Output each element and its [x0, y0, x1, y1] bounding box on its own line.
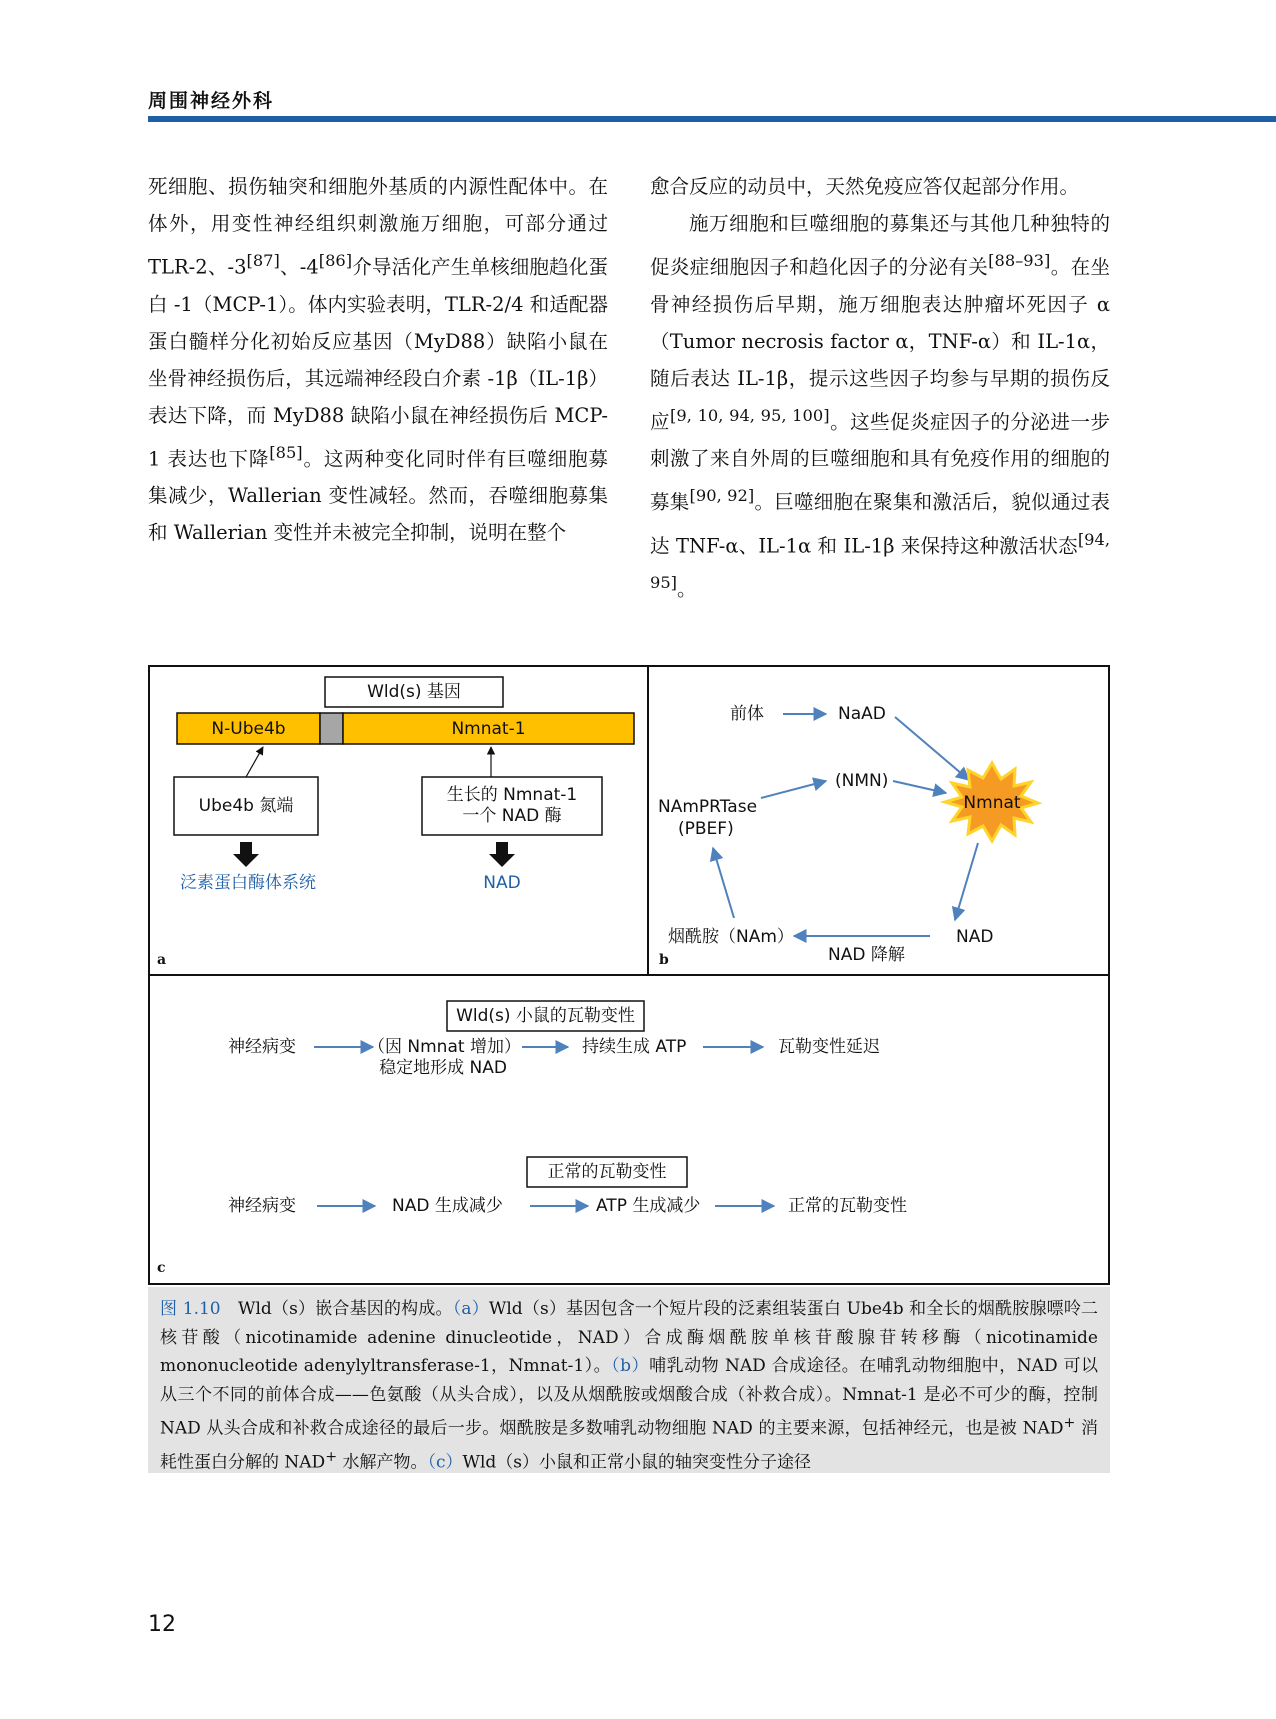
figure-caption — [148, 1287, 1110, 1473]
normal-step-2: NAD 生成减少 — [392, 1196, 503, 1216]
caption-text: 哺乳动物 NAD 合成途径。在哺乳动物细胞中，NAD 可以从三个不同的前体合成——色氨酸（从头合成），以及从烟酰胺或烟酸合成（补救合成）。Nmnat-1 是必不可少的酶，控制 NAD 从头合成和补救合成途径的最后一步。烟酰胺是多数哺乳动物细胞 NAD 的主要来源，包括神经元，也是被 NAD — [160, 1356, 1098, 1439]
enzyme-line1: NAmPRTase — [658, 797, 758, 817]
citation: [9, 10, 94, 95, 100] — [670, 405, 830, 425]
wlds-step-4: 瓦勒变性延迟 — [778, 1037, 880, 1057]
ube4b-box-label: Ube4b 氮端 — [198, 796, 294, 816]
text-run: 。这些促炎症因子的分泌进一步刺激了来自外周的巨噬细胞和具有免疫作用的细胞的募集 — [650, 410, 1110, 514]
pointer-arrow-left — [246, 747, 263, 777]
caption-text: 消耗性蛋白分解的 NAD — [160, 1418, 1098, 1473]
citation: [90, 92] — [689, 486, 755, 505]
panel-b-label: b — [659, 952, 669, 968]
normal-title: 正常的瓦勒变性 — [547, 1162, 667, 1182]
wlds-step-2-line1: （因 Nmnat 增加） — [368, 1037, 521, 1057]
nmnat-box-line1: 生长的 Nmnat-1 — [446, 785, 578, 805]
panel-a-label: a — [157, 952, 167, 968]
enzyme-line2: (PBEF) — [678, 819, 734, 839]
paragraph-right-1: 愈合反应的动员中，天然免疫应答仅起部分作用。 — [650, 175, 1080, 198]
caption-text: Wld（s）嵌合基因的构成。 — [238, 1299, 453, 1319]
arrow-enzyme-to-nmn — [761, 781, 826, 798]
caption-panel-a-ref: （a） — [452, 1299, 489, 1319]
down-arrow-right — [489, 842, 515, 867]
panel-c-label: c — [157, 1260, 166, 1276]
text-run: 。巨噬细胞在聚集和激活后，貌似通过表达 TNF-α、IL-1α 和 IL-1β 来保持这种激活状态 — [650, 490, 1110, 557]
figure-number: 图 1.10 — [160, 1299, 221, 1319]
figure-1-10 — [148, 665, 1110, 1285]
nmnat-label: Nmnat — [963, 793, 1021, 813]
nad-label: NAD — [956, 927, 994, 947]
nmnat-box-line2: 一个 NAD 酶 — [462, 806, 562, 826]
text-run: 。这两种变化同时伴有巨噬细胞募集减少，Wallerian 变性减轻。然而，吞噬细胞募集和 Wallerian 变性并未被完全抑制，说明在整个 — [148, 447, 608, 544]
citation: [86] — [318, 251, 353, 270]
linker-segment — [320, 713, 343, 744]
arrow-nam-to-enzyme — [713, 848, 734, 918]
caption-panel-c-ref: （c） — [427, 1452, 463, 1473]
arrow-nmnat-to-nad — [955, 843, 978, 920]
normal-step-3: ATP 生成减少 — [596, 1196, 701, 1216]
superscript: + — [1063, 1415, 1076, 1431]
caption-text: Wld（s）小鼠和正常小鼠的轴突变性分子途径 — [462, 1452, 812, 1473]
figure-graphics — [148, 665, 1110, 1285]
header-rule — [148, 116, 1276, 122]
arrow-nmn-to-nmnat — [893, 781, 946, 793]
citation: [88–93] — [988, 251, 1051, 270]
wlds-step-2-line2: 稳定地形成 NAD — [379, 1058, 507, 1078]
degradation-label: NAD 降解 — [828, 945, 905, 965]
paragraph-right-2 — [650, 205, 1110, 608]
text-run: 死细胞、损伤轴突和细胞外基质的内源性配体中。在体外，用变性神经组织刺激施万细胞，可部分通过 TLR-2、-3 — [148, 175, 608, 279]
citation: [94, 95] — [650, 529, 1110, 592]
nam-label: 烟酰胺（NAm） — [668, 927, 794, 947]
caption-text: 水解产物。 — [337, 1452, 428, 1473]
precursor-label: 前体 — [730, 704, 764, 724]
body-text-left-column — [148, 168, 608, 551]
wlds-step-1: 神经病变 — [228, 1037, 296, 1057]
wlds-step-3: 持续生成 ATP — [582, 1037, 687, 1057]
caption-panel-b-ref: （b） — [611, 1356, 650, 1376]
body-text-right-column — [650, 168, 1110, 608]
caption-text: Wld（s）基因包含一个短片段的泛素组装蛋白 Ube4b 和全长的烟酰胺腺嘌呤二核苷酸（nicotinamide adenine dinucleotide，NAD）合成酶烟酰胺单核苷酸腺苷转移酶（nicotinamide mononucleotide adenylyltransferase-1，Nmnat-1）。 — [160, 1299, 1098, 1376]
text-run: 施万细胞和巨噬细胞的募集还与其他几种独特的促炎症细胞因子和趋化因子的分泌有关 — [650, 212, 1110, 279]
normal-step-1: 神经病变 — [228, 1196, 296, 1216]
text-run: 介导活化产生单核细胞趋化蛋白 -1（MCP-1）。体内实验表明，TLR-2/4 和适配器蛋白髓样分化初始反应基因（MyD88）缺陷小鼠在坐骨神经损伤后，其远端神经段白介素 -1β（IL-1β）表达下降，而 MyD88 缺陷小鼠在神经损伤后 MCP-1 表达也下降 — [148, 255, 608, 470]
text-run: 。 — [677, 577, 697, 601]
gene-title: Wld(s) 基因 — [367, 682, 461, 702]
ube4b-segment-label: N-Ube4b — [211, 719, 286, 739]
citation: [87] — [246, 251, 280, 270]
superscript: + — [325, 1449, 338, 1466]
down-arrow-left — [233, 842, 259, 867]
nad-output: NAD — [483, 873, 521, 893]
normal-step-4: 正常的瓦勒变性 — [788, 1196, 907, 1216]
wlds-title: Wld(s) 小鼠的瓦勒变性 — [456, 1006, 635, 1026]
page-number: 12 — [148, 1612, 176, 1637]
naad-label: NaAD — [838, 704, 886, 724]
proteasome-output: 泛素蛋白酶体系统 — [180, 873, 316, 893]
nmnat-segment-label: Nmnat-1 — [451, 719, 526, 739]
text-run: 。在坐骨神经损伤后早期，施万细胞表达肿瘤坏死因子 α（Tumor necrosis factor α，TNF-α）和 IL-1α，随后表达 IL-1β，提示这些因子均参与早期的损伤反应 — [650, 255, 1110, 433]
nmn-label: (NMN) — [835, 771, 889, 791]
text-run: 、-4 — [279, 255, 319, 279]
running-title: 周围神经外科 — [148, 90, 275, 112]
citation: [85] — [269, 442, 303, 462]
arrow-naad-to-nmnat — [895, 717, 969, 780]
paragraph-left — [148, 168, 608, 551]
